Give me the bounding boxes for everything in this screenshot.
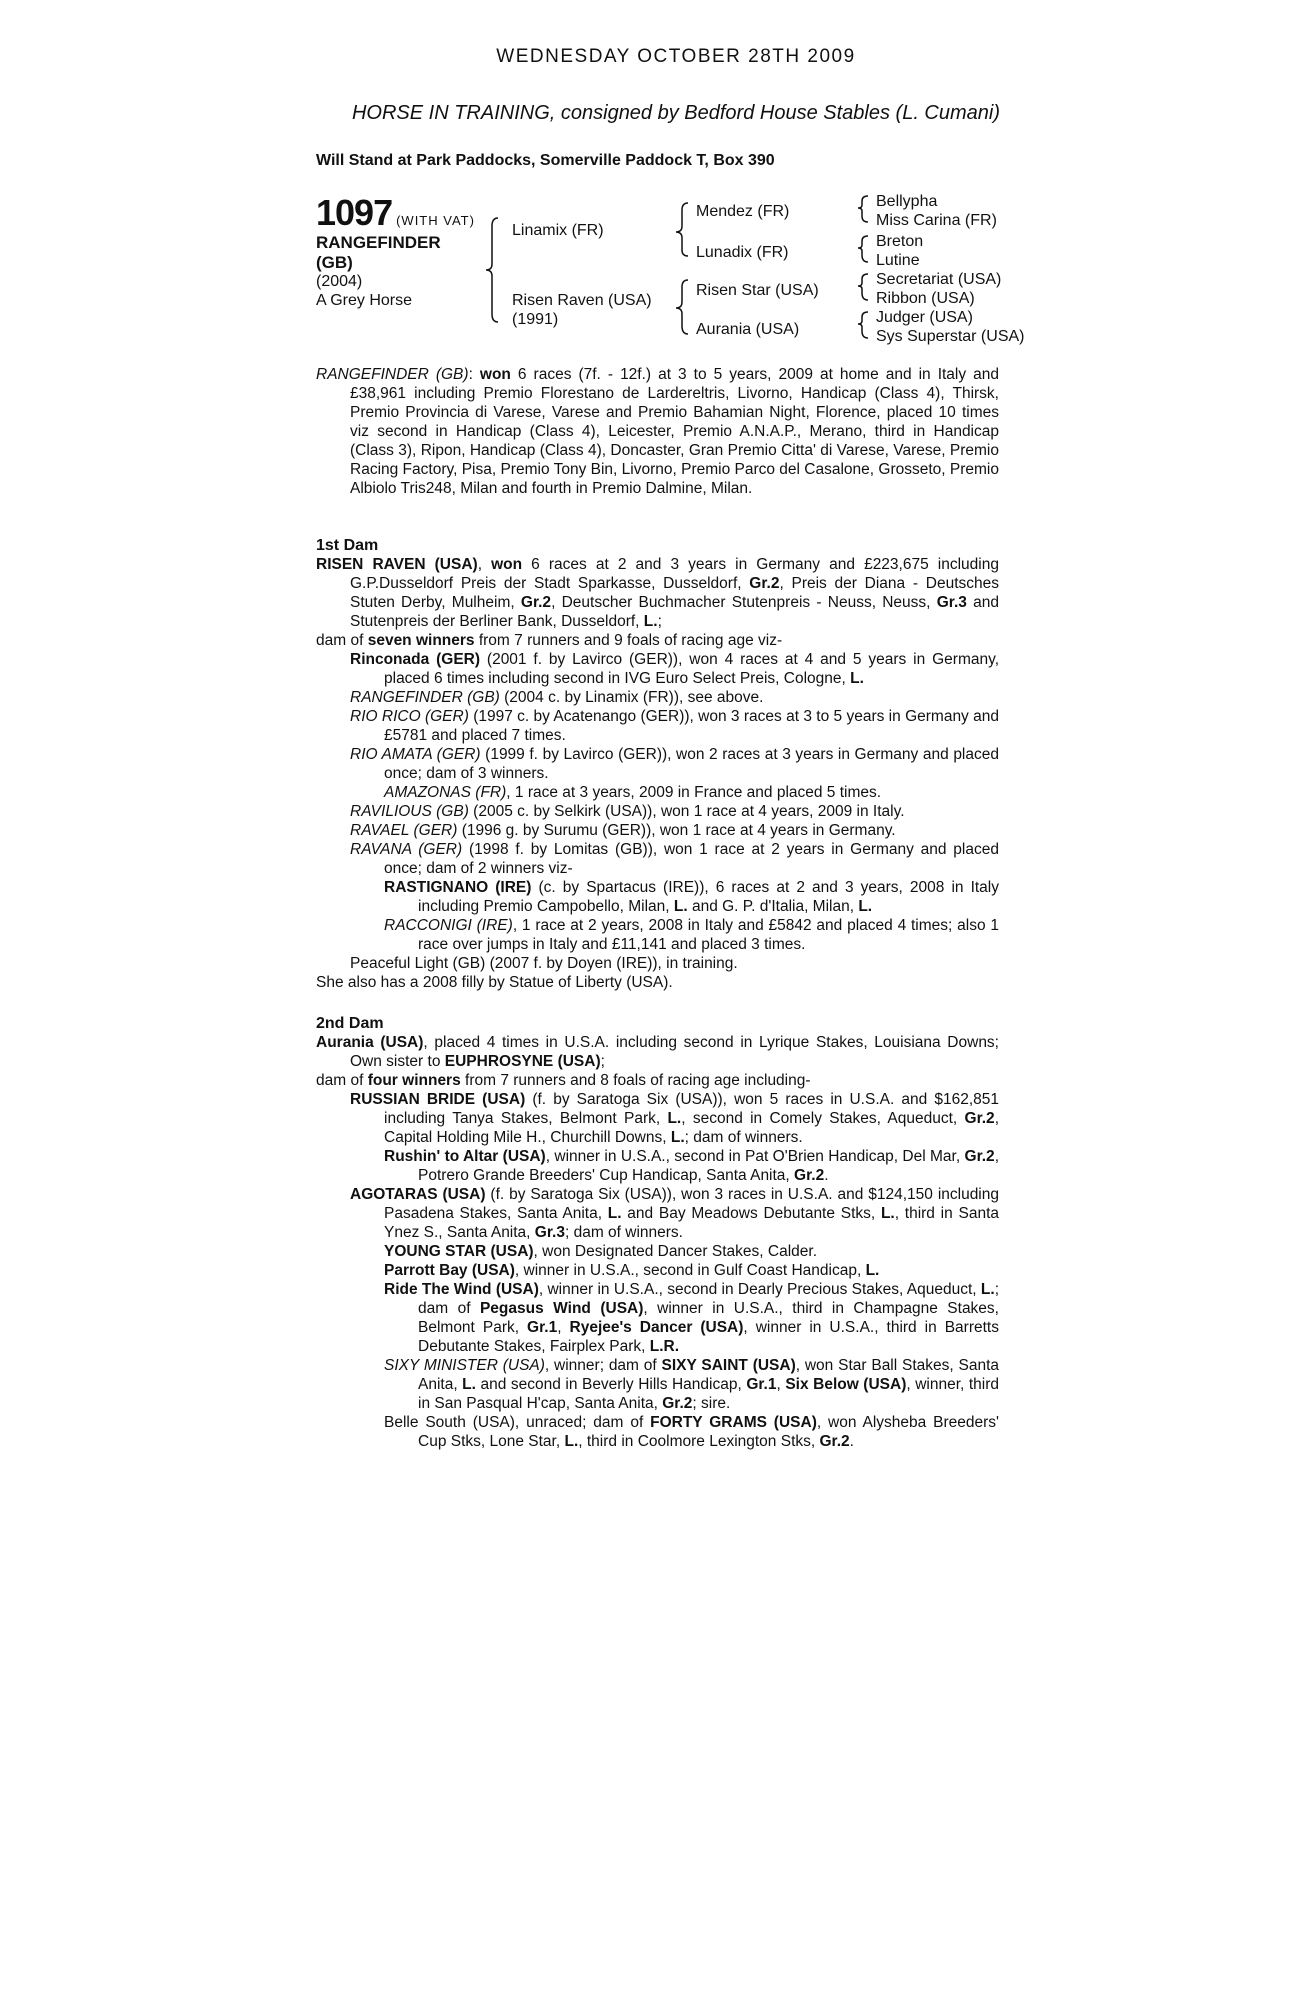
text-run: and second in Beverly Hills Handicap, — [475, 1376, 747, 1393]
text-run: , winner in U.S.A., third in Barretts Debutante Stakes, Fairplex Park, — [418, 1319, 999, 1355]
text-run: from 7 runners and 9 foals of racing age viz- — [474, 632, 783, 649]
second-dam-record — [316, 1033, 999, 1071]
text-run: L. — [564, 1433, 579, 1450]
text-run: EUPHROSYNE (USA) — [444, 1053, 601, 1070]
text-run: , winner, third in San Pasqual H'cap, Santa Anita, — [418, 1376, 1000, 1412]
text-run: L. — [858, 898, 873, 915]
text-run: (f. by Saratoga Six (USA)), won 5 races in U.S.A. and $162,851 including Tanya Stakes, Belmont Park, — [384, 1091, 999, 1127]
text-run: Rushin' to Altar (USA) — [384, 1148, 546, 1165]
text-run: (1998 f. by Lomitas (GB)), won 1 race at 2 years in Germany and placed once; dam of 2 winners viz- — [384, 841, 999, 877]
list-item — [316, 1413, 999, 1451]
text-run: , Potrero Grande Breeders' Cup Handicap, Santa Anita, — [418, 1148, 999, 1184]
text-run: . — [849, 1433, 854, 1450]
list-item — [316, 802, 999, 821]
text-run: Belle South (USA), unraced; dam of — [384, 1414, 651, 1431]
text-run: Ryejee's Dancer (USA) — [569, 1319, 744, 1336]
list-item — [316, 1261, 999, 1280]
text-run: , 1 race at 3 years, 2009 in France and placed 5 times. — [506, 784, 882, 801]
text-run: Rinconada (GER) — [350, 651, 481, 668]
text-run: RANGEFINDER (GB) — [350, 689, 500, 706]
text-run: Gr.2 — [964, 1110, 995, 1127]
pedigree-g7: Judger (USA) — [876, 309, 973, 326]
pedigree-g5: Secretariat (USA) — [876, 271, 1002, 288]
text-run: . — [824, 1167, 829, 1184]
text-run: RASTIGNANO (IRE) — [384, 879, 532, 896]
stand-location: Will Stand at Park Paddocks, Somerville Paddock T, Box 390 — [316, 152, 775, 169]
list-item: Peaceful Light (GB) (2007 f. by Doyen (IRE)), in training. — [350, 955, 738, 972]
vat-label: (WITH VAT) — [396, 213, 475, 228]
text-run: RAVAEL (GER) — [350, 822, 458, 839]
text-run: , second in Comely Stakes, Aqueduct, — [681, 1110, 965, 1127]
consignment-line: HORSE IN TRAINING, consigned by Bedford House Stables (L. Cumani) — [351, 102, 1001, 124]
first-dam-record — [316, 555, 999, 631]
text-run: Gr.3 — [534, 1224, 565, 1241]
foaling-year: (2004) — [316, 273, 363, 290]
text-run: , winner in U.S.A., second in Pat O'Brien Handicap, Del Mar, — [545, 1148, 965, 1165]
text-run: Gr.2 — [662, 1395, 693, 1412]
text-run: (2005 c. by Selkirk (USA)), won 1 race at 4 years, 2009 in Italy. — [468, 803, 905, 820]
text-run: (1999 f. by Lavirco (GER)), won 2 races at 3 years in Germany and placed once; dam of 3 winners. — [384, 746, 999, 782]
text-run: L. — [880, 1205, 895, 1222]
text-run: ; — [657, 613, 662, 630]
text-run: L. — [980, 1281, 995, 1298]
list-item — [316, 878, 999, 916]
text-run: RUSSIAN BRIDE (USA) — [350, 1091, 526, 1108]
text-run: L. — [865, 1262, 880, 1279]
text-run: , placed 4 times in U.S.A. including second in Lyrique Stakes, Louisiana Downs; Own sister to — [350, 1034, 999, 1070]
list-item — [316, 707, 999, 745]
text-run: dam of — [316, 1072, 368, 1089]
pedigree-dam-dam: Aurania (USA) — [696, 321, 800, 338]
pedigree-dam-year: (1991) — [512, 311, 559, 328]
pedigree-g3: Breton — [876, 233, 924, 250]
text-run: SIXY SAINT (USA) — [661, 1357, 796, 1374]
text-run: dam of — [316, 632, 368, 649]
text-run: L. — [643, 613, 658, 630]
text-run: , won Designated Dancer Stakes, Calder. — [533, 1243, 818, 1260]
text-run: and Stutenpreis der Berliner Bank, Dusseldorf, — [350, 594, 999, 630]
list-item — [316, 916, 999, 954]
text-run: , winner in U.S.A., third in Champagne Stakes, Belmont Park, — [418, 1300, 999, 1336]
text-run: Ride The Wind (USA) — [384, 1281, 539, 1298]
text-run: L. — [670, 1129, 685, 1146]
text-run: Six Below (USA) — [785, 1376, 907, 1393]
first-dam-section — [316, 536, 999, 992]
text-run: Pegasus Wind (USA) — [479, 1300, 644, 1317]
text-run: L. — [462, 1376, 476, 1393]
text-run: AGOTARAS (USA) — [350, 1186, 486, 1203]
text-run: (f. by Saratoga Six (USA)), won 3 races in U.S.A. and $124,150 including Pasadena Stakes, Santa Anita, — [384, 1186, 999, 1222]
text-run: SIXY MINISTER (USA) — [384, 1357, 545, 1374]
text-run: , winner; dam of — [544, 1357, 662, 1374]
text-run: ; dam of winners. — [564, 1224, 683, 1241]
text-run: (1996 g. by Surumu (GER)), won 1 race at 4 years in Germany. — [457, 822, 896, 839]
list-item — [316, 688, 999, 707]
pedigree-g6: Ribbon (USA) — [876, 290, 975, 307]
text-run: (2001 f. by Lavirco (GER)), won 4 races at 4 and 5 years in Germany, placed 6 times including second in IVG Euro Select Preis, Cologne, — [384, 651, 1000, 687]
text-run: Aurania (USA) — [316, 1034, 424, 1051]
text-run: YOUNG STAR (USA) — [384, 1243, 534, 1260]
second-dam-section — [316, 1014, 999, 1451]
text-run: from 7 runners and 8 foals of racing age including- — [460, 1072, 811, 1089]
text-run: , won Star Ball Stakes, Santa Anita, — [418, 1357, 1000, 1393]
text-run: (2004 c. by Linamix (FR)), see above. — [499, 689, 764, 706]
text-run: , — [477, 556, 492, 573]
pedigree-g1: Bellypha — [876, 193, 938, 210]
pedigree-g2: Miss Carina (FR) — [876, 212, 997, 229]
text-run: and Bay Meadows Debutante Stks, — [621, 1205, 881, 1222]
text-run: , — [557, 1319, 570, 1336]
second-dam-heading: 2nd Dam — [316, 1015, 384, 1032]
race-record: RANGEFINDER (GB): won 6 races (7f. - 12f.) at 3 to 5 years, 2009 at home and in Italy and £38,961 including Premio Florestano de Lardereltris, Livorno, Handicap (Class 4), Thirsk, Premio Provincia di Varese, Varese and Premio Bahamian Night, Florence, placed 10 times viz second in Handicap (Class 4), Leicester, Premio A.N.A.P., Merano, third in Handicap (Class 3), Ripon, Handicap (Class 4), Doncaster, Gran Premio Citta' di Varese, Varese, Premio Racing Factory, Pisa, Premio Tony Bin, Livorno, Premio Parco del Casalone, Grosseto, Premio Albiolo Tris248, Milan and fourth in Premio Dalmine, Milan. — [316, 366, 999, 497]
text-run: , won Alysheba Breeders' Cup Stks, Lone Star, — [418, 1414, 999, 1450]
list-item — [316, 745, 999, 783]
pedigree-sire: Linamix (FR) — [512, 222, 604, 239]
text-run: L. — [850, 670, 864, 687]
lot-number-value: 1097 — [316, 192, 393, 233]
text-run: Gr.2 — [749, 575, 780, 592]
first-dam-produce-summary — [316, 631, 999, 650]
text-run: RAVANA (GER) — [350, 841, 463, 858]
text-run: , winner in U.S.A., second in Gulf Coast Handicap, — [514, 1262, 866, 1279]
text-run: , Preis der Diana - Deutsches Stuten Derby, Mulheim, — [350, 575, 999, 611]
pedigree-sire-sire: Mendez (FR) — [696, 203, 790, 220]
text-run: Gr.2 — [520, 594, 552, 611]
text-run: ; — [600, 1053, 605, 1070]
list-item — [316, 1185, 999, 1242]
text-run: four winners — [367, 1072, 461, 1089]
text-run: seven winners — [367, 632, 475, 649]
pedigree-dam: Risen Raven (USA) — [512, 292, 652, 309]
text-run: and G. P. d'Italia, Milan, — [687, 898, 859, 915]
text-run: AMAZONAS (FR) — [384, 784, 507, 801]
list-item — [316, 1280, 999, 1356]
text-run: , — [776, 1376, 786, 1393]
text-run: (c. by Spartacus (IRE)), 6 races at 2 and 3 years, 2008 in Italy including Premio Campobello, Milan, — [418, 879, 999, 915]
list-item — [316, 650, 999, 688]
list-item — [316, 1147, 999, 1185]
pedigree-g8: Sys Superstar (USA) — [876, 328, 1025, 345]
sale-date: WEDNESDAY OCTOBER 28TH 2009 — [496, 46, 856, 67]
text-run: 6 races at 2 and 3 years in Germany and £223,675 including G.P.Dusseldorf Preis der Stadt Sparkasse, Dusseldorf, — [350, 556, 999, 592]
text-run: won — [491, 556, 523, 573]
text-run: Gr.2 — [819, 1433, 850, 1450]
text-run: (1997 c. by Acatenango (GER)), won 3 races at 3 to 5 years in Germany and £5781 and placed 7 times. — [384, 708, 999, 744]
text-run: , third in Santa Ynez S., Santa Anita, — [384, 1205, 999, 1241]
list-item — [316, 840, 999, 878]
text-run: RISEN RAVEN (USA) — [316, 556, 478, 573]
text-run: , Capital Holding Mile H., Churchill Downs, — [384, 1110, 999, 1146]
text-run: Gr.2 — [794, 1167, 825, 1184]
list-item — [316, 1242, 999, 1261]
text-run: , winner in U.S.A., second in Dearly Precious Stakes, Aqueduct, — [538, 1281, 981, 1298]
text-run: Gr.2 — [964, 1148, 995, 1165]
text-run: Gr.1 — [527, 1319, 558, 1336]
second-dam-produce-summary — [316, 1071, 999, 1090]
text-run: ; dam of winners. — [684, 1129, 803, 1146]
first-dam-heading: 1st Dam — [316, 537, 379, 554]
list-item — [316, 783, 999, 802]
text-run: Gr.1 — [746, 1376, 777, 1393]
text-run: Gr.3 — [936, 594, 967, 611]
pedigree-sire-dam: Lunadix (FR) — [696, 244, 789, 261]
pedigree-dam-sire: Risen Star (USA) — [696, 282, 819, 299]
text-run: , Deutscher Buchmacher Stutenpreis - Neuss, Neuss, — [551, 594, 937, 611]
text-run: L.R. — [649, 1338, 680, 1355]
text-run: ; sire. — [692, 1395, 731, 1412]
first-dam-note: She also has a 2008 filly by Statue of Liberty (USA). — [316, 974, 673, 991]
horse-description: A Grey Horse — [316, 292, 413, 309]
text-run: RACCONIGI (IRE) — [384, 917, 513, 934]
text-run: RIO RICO (GER) — [350, 708, 469, 725]
text-run: ; dam of — [418, 1281, 999, 1317]
text-run: Parrott Bay (USA) — [384, 1262, 515, 1279]
text-run: , third in Coolmore Lexington Stks, — [578, 1433, 820, 1450]
text-run: L. — [673, 898, 688, 915]
text-run: RAVILIOUS (GB) — [350, 803, 469, 820]
text-run: RIO AMATA (GER) — [350, 746, 481, 763]
list-item — [316, 1090, 999, 1147]
horse-name: RANGEFINDER (GB) — [316, 233, 441, 272]
list-item — [316, 821, 999, 840]
text-run: , 1 race at 2 years, 2008 in Italy and £5842 and placed 4 times; also 1 race over jumps in Italy and £11,141 and placed 3 times. — [418, 917, 999, 953]
text-run: L. — [607, 1205, 622, 1222]
text-run: L. — [667, 1110, 682, 1127]
text-run: FORTY GRAMS (USA) — [650, 1414, 817, 1431]
pedigree-g4: Lutine — [876, 252, 920, 269]
list-item — [316, 1356, 999, 1413]
